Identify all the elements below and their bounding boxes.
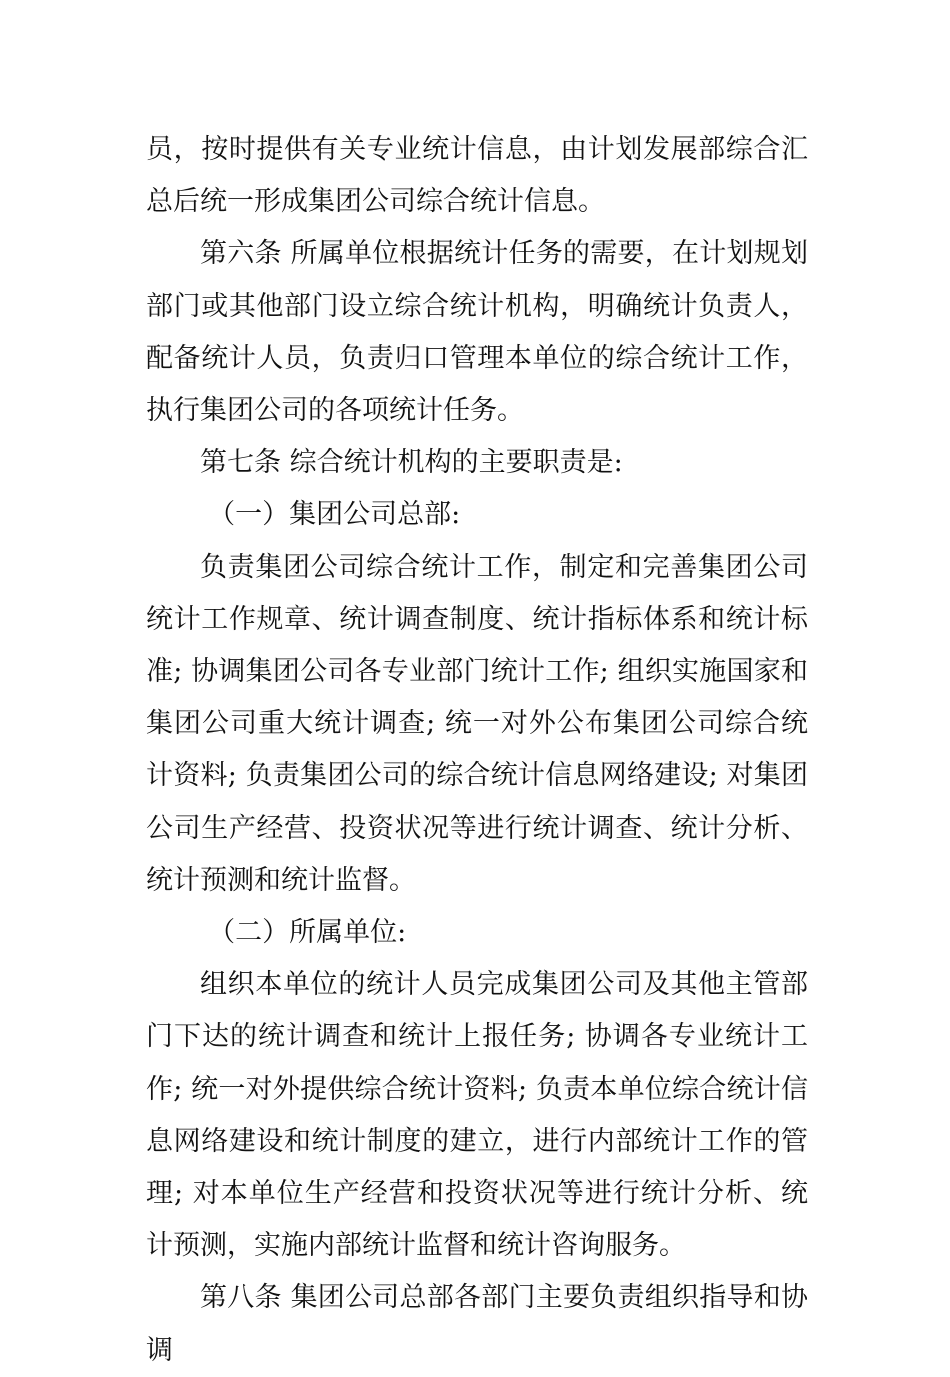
paragraph-item-1-heading: （一）集团公司总部:: [208, 499, 461, 531]
paragraph-item-2-heading: （二）所属单位:: [208, 917, 407, 949]
paragraph-article-7: 第七条 综合统计机构的主要职责是:: [200, 447, 623, 479]
paragraph-article-6: 第六条 所属单位根据统计任务的需要，在计划规划部门或其他部门设立综合统计机构，明确统计负责人，配备统计人员，负责归口管理本单位的综合统计工作，执行集团公司的各项统计任务。: [146, 238, 808, 427]
paragraph-item-1-body: 负责集团公司综合统计工作，制定和完善集团公司统计工作规章、统计调查制度、统计指标体系和统计标准; 协调集团公司各专业部门统计工作; 组织实施国家和集团公司重大统计调查; 统一对外公布集团公司综合统计资料; 负责集团公司的综合统计信息网络建设; 对集团公司生产经营、投资状况等进行统计调查、统计分析、统计预测和统计监督。: [146, 551, 808, 896]
paragraph-article-8: 第八条 集团公司总部各部门主要负责组织指导和协调: [146, 1282, 808, 1366]
paragraph-continuation: 员，按时提供有关专业统计信息，由计划发展部综合汇总后统一形成集团公司综合统计信息。: [146, 134, 808, 218]
document-body: [146, 124, 808, 1377]
paragraph-item-2-body: 组织本单位的统计人员完成集团公司及其他主管部门下达的统计调查和统计上报任务; 协调各专业统计工作; 统一对外提供综合统计资料; 负责本单位综合统计信息网络建设和统计制度的建立，进行内部统计工作的管理; 对本单位生产经营和投资状况等进行统计分析、统计预测，实施内部统计监督和统计咨询服务。: [146, 969, 808, 1262]
